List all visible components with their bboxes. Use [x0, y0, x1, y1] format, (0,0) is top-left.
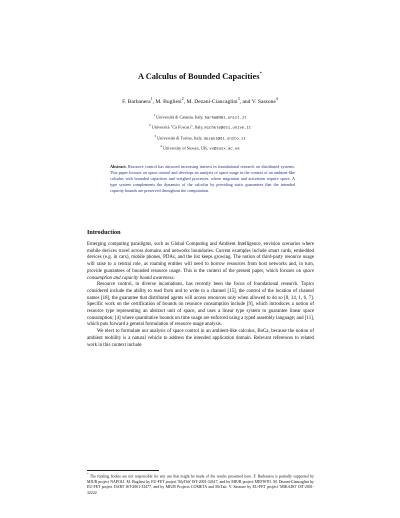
section-heading: Introduction: [87, 229, 121, 236]
author-mark: 1: [150, 97, 153, 101]
affiliation-mark: 4: [160, 144, 162, 149]
title-text: A Calculus of Bounded Capacities: [138, 72, 260, 81]
affiliation-mark: 1: [153, 113, 156, 117]
footnote-mark: *: [87, 472, 89, 476]
author-name: M. Bugliesi: [155, 98, 182, 105]
affiliation-mark: 2: [148, 123, 151, 128]
affiliation-email: michele@dsi.unive.it: [204, 126, 252, 131]
affiliation-email: dezani@di.unito.it: [203, 137, 246, 142]
abstract-label: Abstract.: [110, 164, 127, 169]
author-mark: 3: [237, 97, 240, 101]
author-name: F. Barbanera: [122, 98, 151, 105]
emphasis-text: space consumption and capacity bound awareness: [87, 268, 314, 281]
affiliation-mark: 3: [154, 133, 156, 138]
author-mark: 2: [181, 97, 184, 101]
title-footnote-mark: *: [259, 72, 262, 78]
affiliation: [0, 122, 400, 132]
author-name: M. Dezani-Ciancaglini: [186, 98, 238, 105]
footnote: [87, 472, 314, 496]
affiliation-list: [0, 112, 400, 154]
paper-title: [0, 72, 400, 81]
affiliation-text: University of Sussex, UK,: [163, 145, 209, 151]
paragraph: Resource control, in diverse incarnations, has recently been the focus of foundational research. Topics considered include the ability to read from and to write to a channel [15], the control of the location of channel names [18], the guarantee that distributed agents will access resources only when allowed to do so [8, 14, 1, 6, 7]. Specific work on the certification of bounds on resource consumption include [9], which introduces a notion of resource type representing an abstract unit of space, and uses a linear type system to guarantee linear space consumption; [4] where quantitative bounds on time usage are enforced using a typed assembly language; and [11], which puts forward a general formulation of resource usage analysis.: [87, 282, 314, 328]
paragraph-text: .: [173, 275, 175, 281]
paragraph: We elect to formulate our analysis of space control in an ambient-like calculus, BoCa, because the notion of ambient mobility is a natural vehicle to address the intended application domain. Relevant references to related work in this context include: [87, 329, 314, 348]
abstract-text: Resource control has attracted increasing interest in foundational research on distributed systems. This paper focuses on space control and develops an analysis of space usage in the context of an ambient-like calculus with bounded capacities and weighed processes, where migration and activation require space. A type system complements the dynamics of the calculus by providing static guarantees that the intended capacity bounds are preserved throughout the computation.: [110, 164, 296, 194]
author-mark: 4: [275, 97, 278, 101]
paragraph: [87, 242, 314, 282]
footnote-divider: [87, 470, 159, 471]
affiliation-email: vs@susx.ac.uk: [209, 147, 240, 152]
affiliation: [0, 143, 400, 153]
abstract: [110, 164, 295, 194]
paragraph-text: Emerging computing paradigms, such as Global Computing and Ambient Intelligence, envision scenarios where mobile devices travel across domains and networks boundaries. Current examples include smart cards, embedded devices (e.g. in cars), mobile phones, PDAs, and the list keeps growing. The notion of third-party resource usage will raise to a central role, as roaming entities will need to borrow resources from host networks and, in turn, provide guarantees of bounded resource usage. This is the context of the present paper, which focuses on: [87, 242, 314, 274]
affiliation: [0, 133, 400, 143]
author-list: F. Barbanera$^1$, M. Bugliesi$^2$, M. Dezani-Ciancaglini$^3$, and V. Sassone$^4$: [122, 97, 278, 105]
affiliation-text: Università "Cà Foscari", Italy,: [151, 124, 204, 130]
body-text: [87, 242, 314, 349]
footnote-text: The funding bodies are not responsible for any use that might be made of the results presented here. F. Barbanera is partially supported by MIUR project NAPOLI. M. Bugliesi by EU-FET project 'MyThS' IST-2001-32617, and by MIUR project MEFISTO. M. Dezani-Ciancaglini by EU-FET project DART IST-2001-33477, and by MIUR Projects COMETA and McTati. V. Sassone by EU-FET project 'MIKADO' IST-2001-32222.: [87, 474, 314, 495]
affiliation-text: Università di Torino, Italy,: [157, 135, 203, 141]
affiliation-text: Università di Catania, Italy,: [156, 114, 204, 120]
affiliation: [0, 112, 400, 122]
affiliation-email: barba@dmi.unict.it: [204, 116, 247, 121]
author-name: V. Sassone: [251, 98, 276, 105]
